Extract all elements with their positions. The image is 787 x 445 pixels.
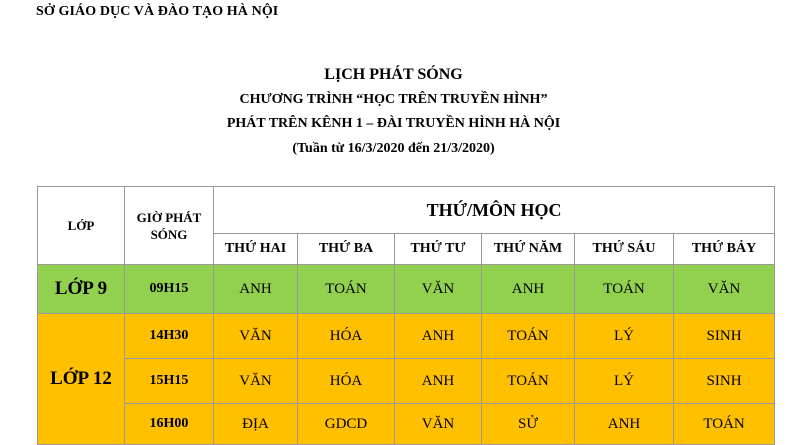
subject-cell: VĂN (214, 359, 298, 404)
table-row (38, 265, 775, 314)
table-row (38, 314, 775, 359)
schedule-title: LỊCH PHÁT SÓNG (324, 66, 463, 83)
day-header-saturday: THỨ BẢY (674, 234, 775, 265)
subject-cell: TOÁN (674, 404, 775, 445)
day-header-monday: THỨ HAI (214, 234, 298, 265)
subject-cell: HÓA (298, 359, 395, 404)
time-cell: 09H15 (125, 265, 214, 314)
time-cell: 14H30 (125, 314, 214, 359)
subject-cell: SINH (674, 314, 775, 359)
schedule-table (37, 186, 775, 445)
subject-cell: LÝ (575, 314, 674, 359)
subject-cell: SỬ (482, 404, 575, 445)
subject-cell: ĐỊA (214, 404, 298, 445)
day-header-tuesday: THỨ BA (298, 234, 395, 265)
time-column-header: GIỜ PHÁT SÓNG (125, 187, 214, 265)
subject-cell: ANH (482, 265, 575, 314)
organization-name: SỞ GIÁO DỤC VÀ ĐÀO TẠO HÀ NỘI (36, 4, 279, 19)
subject-cell: HÓA (298, 314, 395, 359)
time-cell: 16H00 (125, 404, 214, 445)
subject-cell: VĂN (395, 404, 482, 445)
grade-column-header: LỚP (38, 187, 125, 265)
subject-cell: TOÁN (482, 359, 575, 404)
grade-cell: LỚP 12 (38, 314, 125, 445)
table-row (38, 404, 775, 445)
subject-cell: VĂN (395, 265, 482, 314)
day-header-thursday: THỨ NĂM (482, 234, 575, 265)
subject-cell: ANH (214, 265, 298, 314)
subject-cell: TOÁN (482, 314, 575, 359)
week-range: (Tuần từ 16/3/2020 đến 21/3/2020) (292, 141, 495, 156)
subject-cell: ANH (395, 359, 482, 404)
subject-cell: ANH (395, 314, 482, 359)
subject-cell: VĂN (674, 265, 775, 314)
subject-cell: LÝ (575, 359, 674, 404)
subject-cell: VĂN (214, 314, 298, 359)
subject-cell: SINH (674, 359, 775, 404)
day-header-friday: THỨ SÁU (575, 234, 674, 265)
grade-cell: LỚP 9 (38, 265, 125, 314)
channel-info: PHÁT TRÊN KÊNH 1 – ĐÀI TRUYỀN HÌNH HÀ NỘI (226, 116, 561, 131)
subject-cell: TOÁN (298, 265, 395, 314)
table-header-row (38, 187, 775, 234)
subject-cell: ANH (575, 404, 674, 445)
subject-cell: TOÁN (575, 265, 674, 314)
time-cell: 15H15 (125, 359, 214, 404)
subject-cell: GDCD (298, 404, 395, 445)
program-name: CHƯƠNG TRÌNH “HỌC TRÊN TRUYỀN HÌNH” (239, 92, 548, 107)
table-row (38, 359, 775, 404)
day-subject-group-header: THỨ/MÔN HỌC (214, 187, 775, 234)
day-header-wednesday: THỨ TƯ (395, 234, 482, 265)
